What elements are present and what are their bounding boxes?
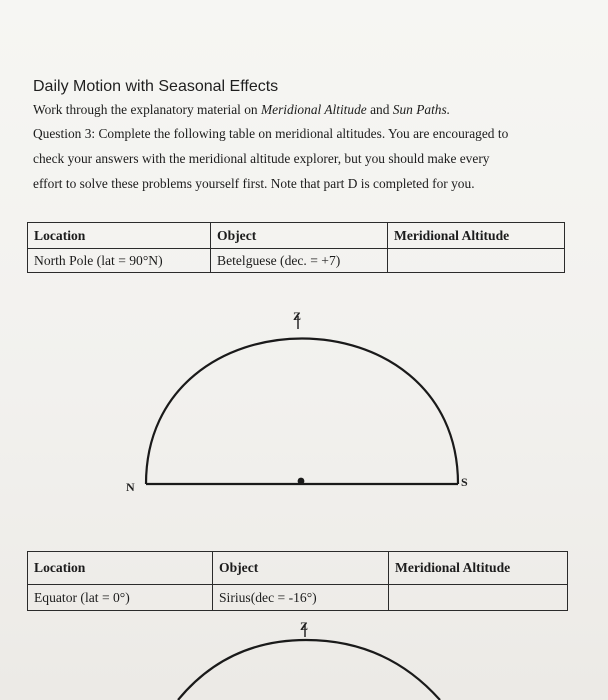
header-meridional-altitude: Meridional Altitude [389, 552, 568, 585]
zenith-label: Z [300, 619, 309, 633]
cell-location: Equator (lat = 0°) [28, 585, 213, 611]
cell-object: Betelguese (dec. = +7) [211, 249, 388, 273]
south-label: S [461, 475, 468, 489]
intro-prefix: Work through the explanatory material on [33, 102, 261, 117]
question-line-2: check your answers with the meridional altitude explorer, but you should make every [33, 151, 490, 166]
meridian-arc [178, 640, 440, 700]
question-line-3: effort to solve these problems yourself first. Note that part D is completed for you. [33, 176, 475, 191]
zenith-label: Z [293, 309, 302, 323]
header-meridional-altitude: Meridional Altitude [388, 223, 565, 249]
header-object: Object [213, 552, 389, 585]
header-object: Object [211, 223, 388, 249]
north-label: N [126, 480, 135, 494]
question-line-1: Question 3: Complete the following table on meridional altitudes. You are encouraged to [33, 126, 509, 141]
cell-object: Sirius(dec = -16°) [213, 585, 389, 611]
header-location: Location [28, 223, 211, 249]
intro-italic-meridional: Meridional Altitude [260, 102, 367, 117]
header-location: Location [28, 552, 213, 585]
intro-middle: and [366, 102, 393, 117]
cell-location: North Pole (lat = 90°N) [28, 249, 211, 273]
intro-italic-sunpaths: Sun Paths. [392, 102, 451, 117]
section-title: Daily Motion with Seasonal Effects [33, 78, 279, 95]
